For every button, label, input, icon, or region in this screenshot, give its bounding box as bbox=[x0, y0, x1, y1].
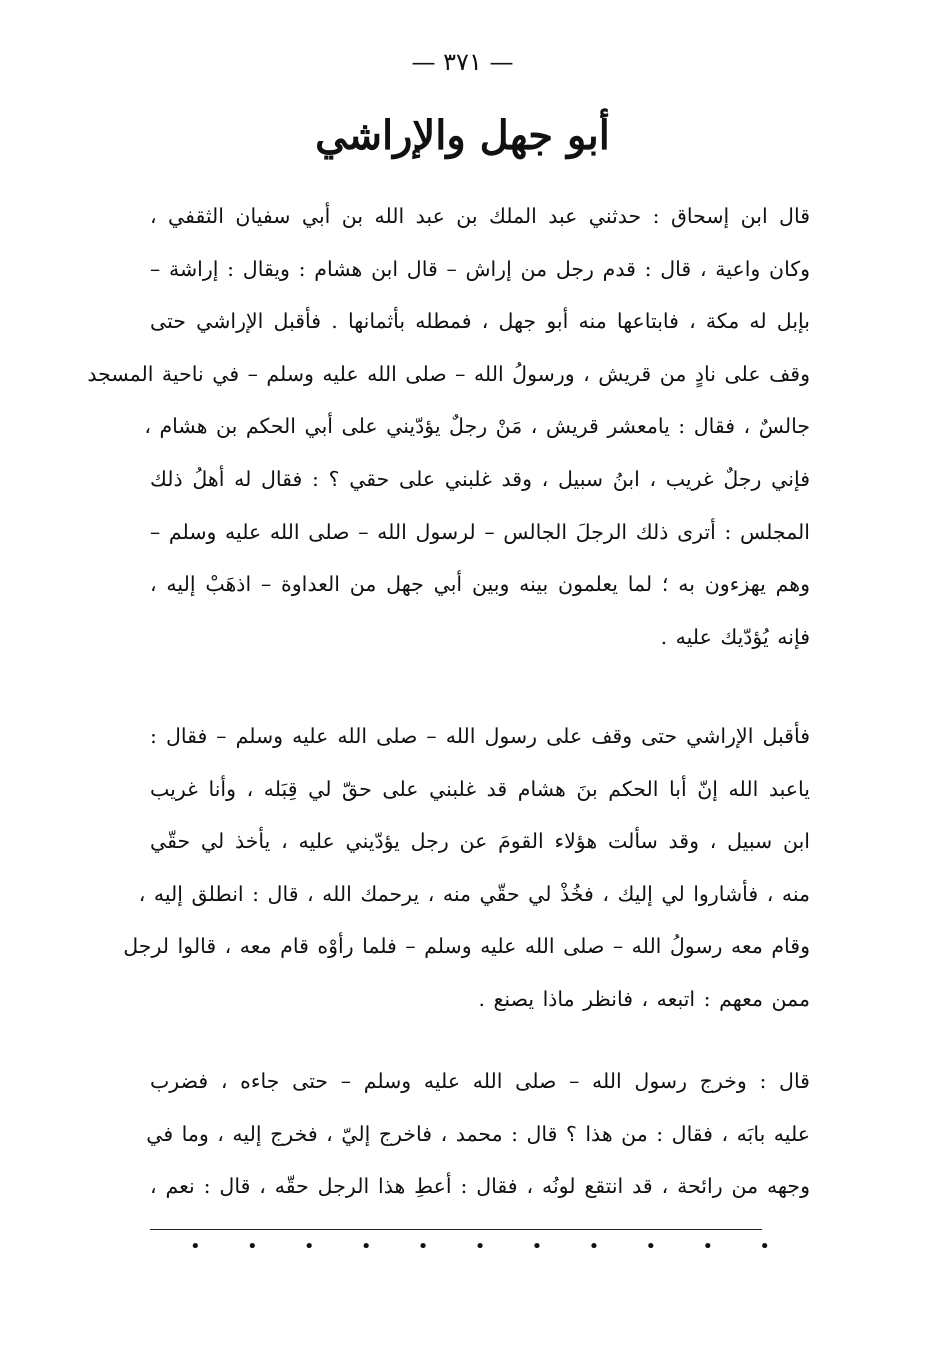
text-line: منه ، فأشاروا لي إليك ، فخُذْ لي حقّي منه ، يرحمك الله ، قال : انطلق إليه ، bbox=[138, 881, 810, 906]
footer-dot: • bbox=[360, 1236, 372, 1257]
text-line: وقام معه رسولُ الله – صلى الله عليه وسلم – فلما رأوْه قام معه ، قالوا لرجل bbox=[123, 934, 810, 959]
text-line: المجلس : أترى ذلك الرجلَ الجالس – لرسول الله – صلى الله عليه وسلم – bbox=[150, 519, 810, 544]
text-line: فأقبل الإراشي حتى وقف على رسول الله – صلى الله عليه وسلم – فقال : bbox=[150, 724, 810, 748]
text-line: وقف على نادٍ من قريش ، ورسولُ الله – صلى الله عليه وسلم – في ناحية المسجد bbox=[87, 361, 810, 386]
paragraph-1 bbox=[87, 190, 810, 663]
footer-dot: • bbox=[531, 1236, 543, 1257]
text-line: ممن معهم : اتبعه ، فانظر ماذا يصنع . bbox=[478, 986, 810, 1011]
footer-dot: • bbox=[303, 1236, 315, 1257]
paragraph-3 bbox=[146, 1055, 810, 1213]
footer-dot: • bbox=[645, 1236, 657, 1257]
text-line: ياعبد الله إنّ أبا الحكم بنَ هشام قد غلبني على حقّ لي قِبَله ، وأنا غريب bbox=[150, 776, 810, 801]
text-line: وكان واعية ، قال : قدم رجل من إراش – قال ابن هشام : ويقال : إراشة – bbox=[150, 256, 810, 281]
text-line: قال ابن إسحاق : حدثني عبد الملك بن عبد الله بن أبي سفيان الثقفي ، bbox=[150, 204, 810, 228]
footer-dot: • bbox=[702, 1236, 714, 1257]
footer-dot: • bbox=[246, 1236, 258, 1257]
footer-dots bbox=[190, 1238, 770, 1256]
text-line: فإنه يُؤدّيك عليه . bbox=[660, 624, 810, 649]
footer-dot: • bbox=[190, 1236, 201, 1257]
footer-dot: • bbox=[588, 1236, 600, 1257]
text-line: قال : وخرج رسول الله – صلى الله عليه وسلم – حتى جاءه ، فضرب bbox=[150, 1069, 810, 1093]
chapter-title: أبو جهل والإراشي bbox=[315, 112, 610, 159]
page-number: — ٣٧١ — bbox=[411, 48, 514, 76]
text-line: وهم يهزءون به ؛ لما يعلمون بينه وبين أبي جهل من العداوة – اذهَبْ إليه ، bbox=[150, 572, 810, 597]
text-line: بإبل له مكة ، فابتاعها منه أبو جهل ، فمطله بأثمانها . فأقبل الإراشي حتى bbox=[150, 309, 810, 334]
text-line: وجهه من رائحة ، قد انتقع لونُه ، فقال : أعطِ هذا الرجل حقّه ، قال : نعم ، bbox=[150, 1174, 810, 1199]
paragraph-2 bbox=[123, 710, 810, 1026]
text-line: جالسٌ ، فقال : يامعشر قريش ، مَنْ رجلٌ يؤدّيني على أبي الحكم بن هشام ، bbox=[144, 414, 810, 439]
footer-rule bbox=[150, 1229, 762, 1230]
footer-dot: • bbox=[759, 1236, 770, 1257]
footer-dot: • bbox=[474, 1236, 486, 1257]
text-line: فإني رجلٌ غريب ، ابنُ سبيل ، وقد غلبني على حقي ؟ : فقال له أهلُ ذلك bbox=[150, 466, 810, 491]
footer-dot: • bbox=[417, 1236, 429, 1257]
text-line: عليه بابَه ، فقال : من هذا ؟ قال : محمد ، فاخرج إليّ ، فخرج إليه ، وما في bbox=[146, 1121, 810, 1146]
text-line: ابن سبيل ، وقد سألت هؤلاء القومَ عن رجل يؤدّيني عليه ، يأخذ لي حقّي bbox=[150, 829, 810, 854]
